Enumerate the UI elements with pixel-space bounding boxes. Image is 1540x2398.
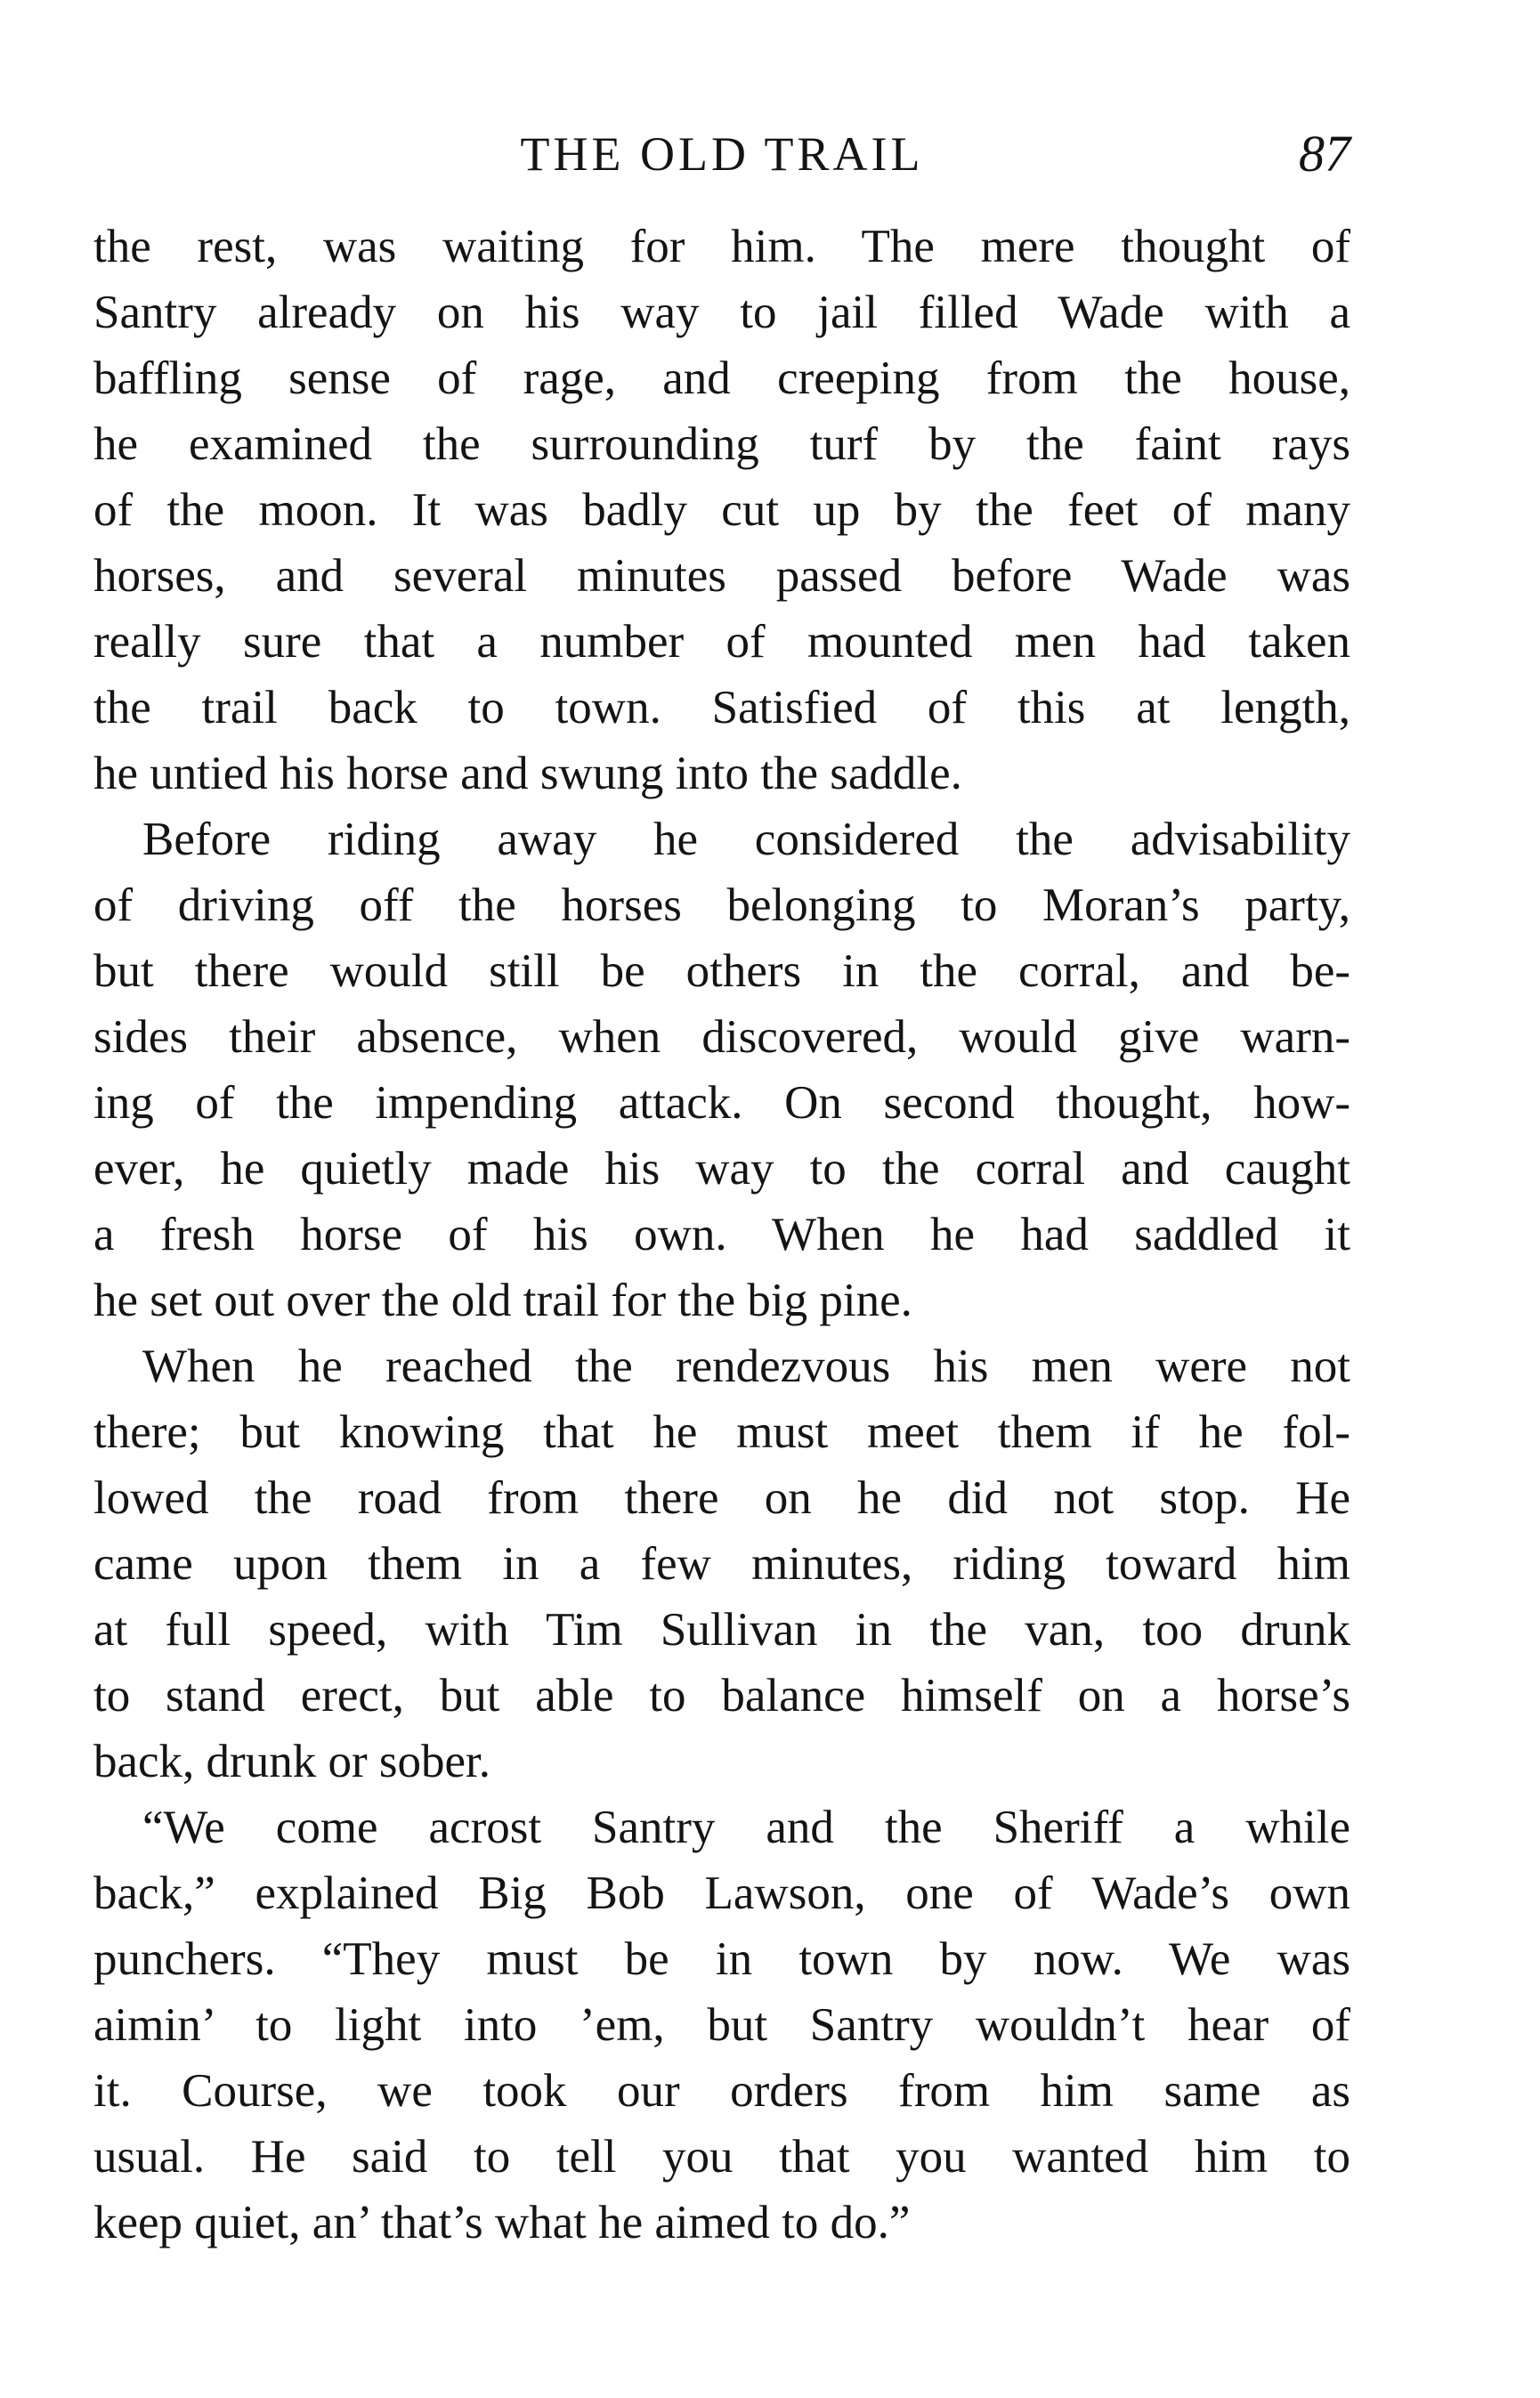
running-title: THE OLD TRAIL [520,127,924,181]
text-line: of the moon. It was badly cut up by the feet of many [93,484,1350,536]
text-line: he untied his horse and swung into the saddle. [93,748,962,799]
text-line: came upon them in a few minutes, riding toward him [93,1538,1350,1590]
text-line: ever, he quietly made his way to the corral and caught [93,1143,1350,1195]
text-line: really sure that a number of mounted men had taken [93,616,1350,668]
text-line: at full speed, with Tim Sullivan in the van, too drunk [93,1604,1350,1656]
text-line: lowed the road from there on he did not stop. He [93,1472,1350,1524]
text-line: of driving off the horses belonging to Moran’s party, [93,879,1350,931]
text-line: the rest, was waiting for him. The mere thought of [93,221,1350,272]
text-line: sides their absence, when discovered, would give warn- [93,1011,1350,1063]
text-line: a fresh horse of his own. When he had saddled it [93,1209,1350,1260]
text-line: it. Course, we took our orders from him same as [93,2065,1350,2117]
text-line: ing of the impending attack. On second thought, how- [93,1077,1350,1129]
text-line: punchers. “They must be in town by now. We was [93,1933,1350,1985]
text-line: there; but knowing that he must meet them if he fol- [93,1406,1350,1458]
text-line: he set out over the old trail for the big pine. [93,1275,912,1326]
text-line: to stand erect, but able to balance himself on a horse’s [93,1670,1350,1722]
text-line: the trail back to town. Satisfied of this at length, [93,682,1350,733]
text-line: baffling sense of rage, and creeping from the house, [93,352,1350,404]
running-header [93,123,1350,185]
text-line: but there would still be others in the corral, and be- [93,945,1350,997]
text-line: Santry already on his way to jail filled Wade with a [93,287,1350,338]
text-line: aimin’ to light into ’em, but Santry wouldn’t hear of [93,1999,1350,2051]
text-line: usual. He said to tell you that you wanted him to [93,2131,1350,2183]
text-line: Before riding away he considered the advisability [142,814,1350,865]
text-line: he examined the surrounding turf by the faint rays [93,418,1350,470]
text-line: When he reached the rendezvous his men were not [142,1341,1350,1392]
body-text [93,214,1350,2256]
text-line: back, drunk or sober. [93,1736,490,1787]
text-line: horses, and several minutes passed before Wade was [93,550,1350,602]
text-line: keep quiet, an’ that’s what he aimed to do.” [93,2197,911,2248]
page-number: 87 [1299,125,1350,182]
text-line: back,” explained Big Bob Lawson, one of Wade’s own [93,1867,1350,1919]
text-line: “We come acrost Santry and the Sheriff a while [142,1802,1350,1853]
